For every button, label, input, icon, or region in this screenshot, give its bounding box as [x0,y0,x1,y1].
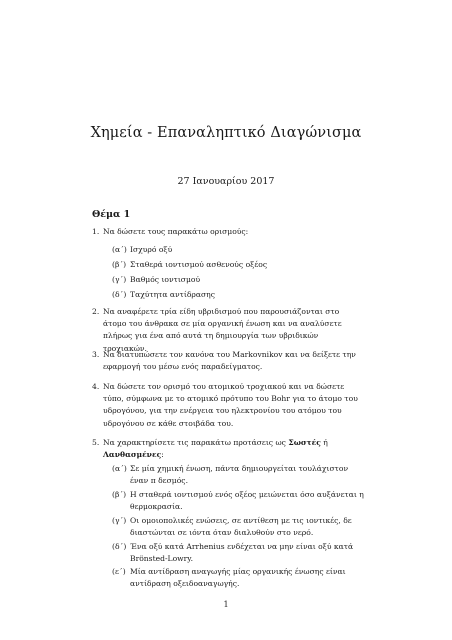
scientist-name: Brönsted-Lowry [130,554,191,564]
text-segment: και να δείξετε την εφαρμογή του μέσω ενός παραδείγματος. [103,350,356,372]
item-text: Οι ομοιοπολικές ενώσεις, σε αντίθεση με τις ιοντικές, δε διαστώνται σε ιόντα όταν διαλυθούν στο νερό. [130,516,352,538]
text-segment: . [190,554,193,564]
question-number: 4. [92,382,100,391]
text-segment: Να χαρακτηρίσετε τις παρακάτω προτάσεις ως [103,438,289,447]
item-label: (α΄) [112,464,127,473]
question-number: 5. [92,438,100,447]
true-keyword: Σωστές [288,438,321,447]
item-label: (β΄) [112,260,127,269]
list-item [112,259,364,271]
question-number: 1. [92,227,100,236]
item-text: Σταθερά ιοντισμού ασθενούς οξέος [130,260,268,269]
list-item [112,244,364,256]
list-item [112,515,364,539]
text-segment: Να δώσετε τον ορισμό του ατομικού τροχιακού και να δώσετε τύπο, σύμφωνα με το ατομικό πρότυπο του [103,382,345,404]
scientist-name: Bohr [271,394,290,404]
item-text: Βαθμός ιοντισμού [130,275,201,284]
item-text: Ταχύτητα αντίδρασης [130,290,215,299]
false-keyword: Λανθασμένες [103,450,162,460]
text-segment: Να διατυπώσετε τον κανόνα του [103,350,233,359]
document-title: Χημεία - Επαναληπτικό Διαγώνισμα [90,125,362,141]
text-segment: ή [320,438,328,447]
list-item [112,274,364,286]
question-number: 2. [92,307,100,316]
item-text: Σε μία χημική ένωση, πάντα δημιουργείται τουλάχιστον έναν π δεσμός. [130,464,349,486]
item-label: (δ΄) [112,542,127,551]
item-label: (α΄) [112,245,127,254]
item-text [130,541,364,565]
question-5 [92,437,364,461]
scientist-name: Markovnikov [232,350,283,359]
list-item [112,463,364,487]
item-text: Μία αντίδραση αναγωγής μίας οργανικής ένωσης είναι αντίδραση οξειδοαναγωγής. [130,567,346,589]
text-segment: ενδέχεται να μην είναι οξύ κατά [224,542,354,551]
item-text: Ισχυρό οξύ [130,245,173,254]
text-segment: Ένα οξύ κατά [130,542,187,551]
question-text [103,437,364,461]
question-2 [92,306,364,355]
list-item [112,489,364,513]
scientist-name: Arrhenius [186,542,225,551]
question-4 [92,381,364,430]
question-number: 3. [92,350,100,359]
list-item [112,541,364,565]
document-date: 27 Ιανουαρίου 2017 [177,176,275,187]
question-text: Να δώσετε τους παρακάτω ορισμούς: [103,227,249,236]
question-3 [92,349,364,373]
item-label: (γ΄) [112,275,127,284]
item-text: Η σταθερά ιοντισμού ενός οξέος μειώνεται όσο αυξάνεται η θερμοκρασία. [130,490,364,512]
list-item [112,566,364,590]
question-text: Να αναφέρετε τρία είδη υβριδισμού που παρουσιάζονται στο άτομο του άνθρακα σε μία οργανική ένωση και να αναλύσετε πλήρως για ένα από αυτά τη δημιουργία των υβριδικών τροχιακών. [103,307,342,353]
item-label: (δ΄) [112,290,127,299]
text-segment: για το άτομο του υδρογόνου, για την ενέργεια του ηλεκτρονίου του ατόμου του υδρογόνου σε κάθε στοιβάδα του. [103,394,358,428]
page-number: 1 [223,600,229,609]
item-label: (γ΄) [112,516,127,525]
question-1 [92,226,364,238]
section-heading: Θέμα 1 [92,209,131,220]
question-text [103,381,364,430]
item-label: (β΄) [112,490,127,499]
question-text [103,349,364,373]
text-segment: : [161,450,164,460]
item-label: (ε΄) [112,567,126,576]
list-item [112,289,364,301]
